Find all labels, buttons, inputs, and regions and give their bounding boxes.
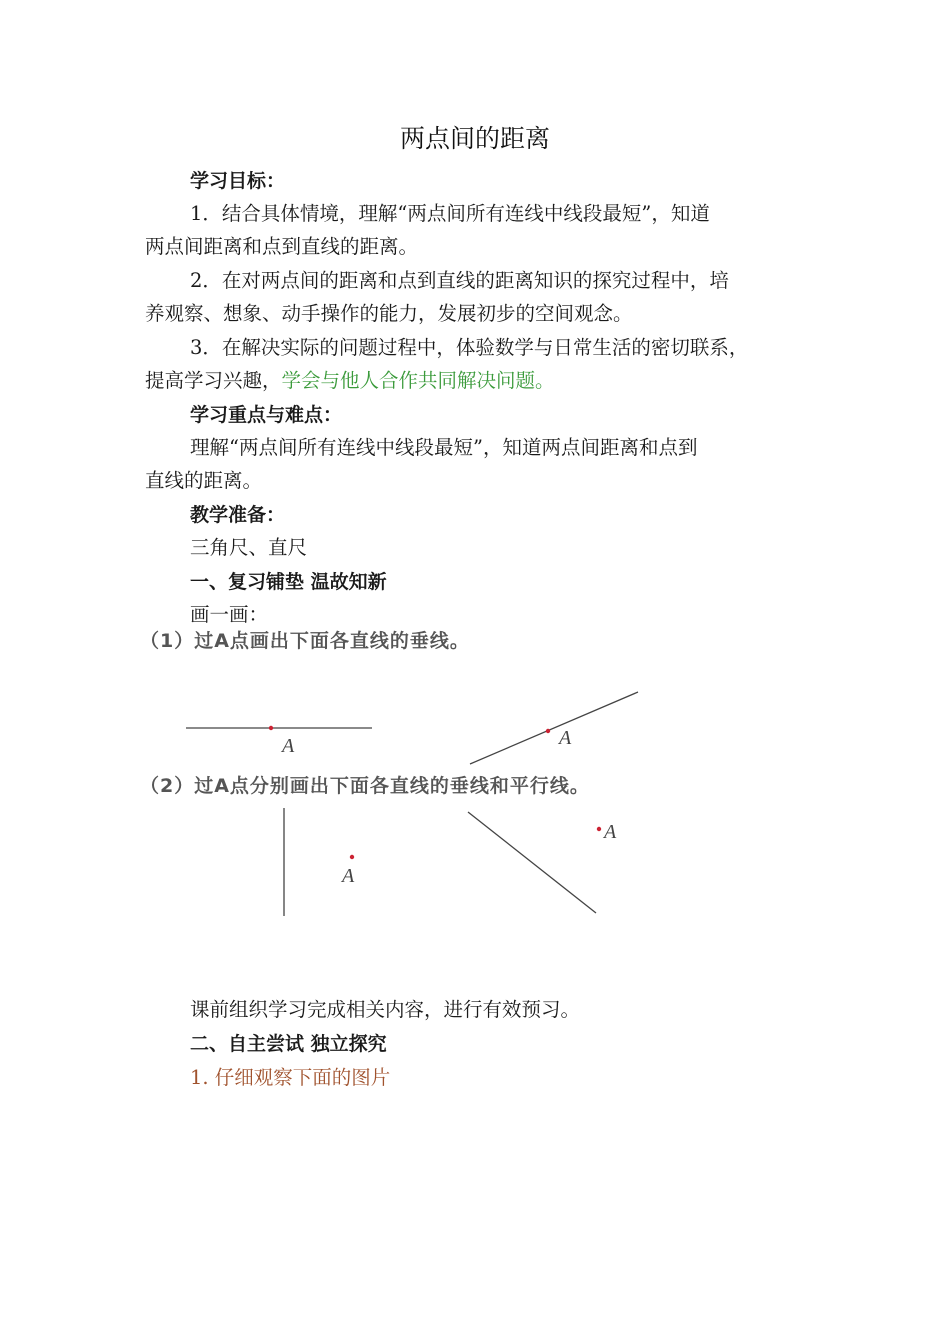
key-points-line-1: 理解“两点间所有连线中线段最短”，知道两点间距离和点到 <box>190 436 698 459</box>
page-title: 两点间的距离 <box>399 124 550 153</box>
goal-3-line-1: 3．在解决实际的问题过程中，体验数学与日常生活的密切联系， <box>190 336 749 359</box>
preview-text: 课前组织学习完成相关内容，进行有效预习。 <box>190 998 581 1021</box>
figure-caption-2: （2）过A点分别画出下面各直线的垂线和平行线。 <box>140 775 590 797</box>
part-1-heading: 一、复习铺垫 温故知新 <box>190 571 387 593</box>
preparation-text: 三角尺、直尺 <box>190 536 308 559</box>
goal-3-highlight: 学会与他人合作共同解决问题。 <box>281 369 555 392</box>
observe-instruction: 1. 仔细观察下面的图片 <box>190 1066 391 1089</box>
point-a-3 <box>350 855 354 859</box>
goal-2-line-1: 2．在对两点间的距离和点到直线的距离知识的探究过程中，培 <box>190 269 729 292</box>
point-a-4 <box>597 827 601 831</box>
preparation-heading: 教学准备： <box>190 504 286 526</box>
goals-heading: 学习目标： <box>190 170 286 192</box>
part-2-heading: 二、自主尝试 独立探究 <box>190 1033 387 1055</box>
point-a-1 <box>269 726 273 730</box>
goal-1-line-1: 1．结合具体情境，理解“两点间所有连线中线段最短”，知道 <box>190 202 710 225</box>
goal-1-line-2: 两点间距离和点到直线的距离。 <box>145 235 419 258</box>
point-a-4-label: A <box>604 821 617 843</box>
goal-3-text: 提高学习兴趣， <box>145 369 282 392</box>
slanted-line <box>470 692 638 764</box>
point-a-2-label: A <box>559 727 572 749</box>
point-a-1-label: A <box>282 735 295 757</box>
goal-2-line-2: 养观察、想象、动手操作的能力，发展初步的空间观念。 <box>145 302 633 325</box>
key-points-line-2: 直线的距离。 <box>145 469 263 492</box>
diagonal-line <box>468 812 596 913</box>
point-a-2 <box>546 729 550 733</box>
draw-label: 画一画： <box>190 603 269 626</box>
point-a-3-label: A <box>342 865 355 887</box>
key-points-heading: 学习重点与难点： <box>190 404 343 426</box>
figure-caption-1: （1）过A点画出下面各直线的垂线。 <box>140 630 470 652</box>
